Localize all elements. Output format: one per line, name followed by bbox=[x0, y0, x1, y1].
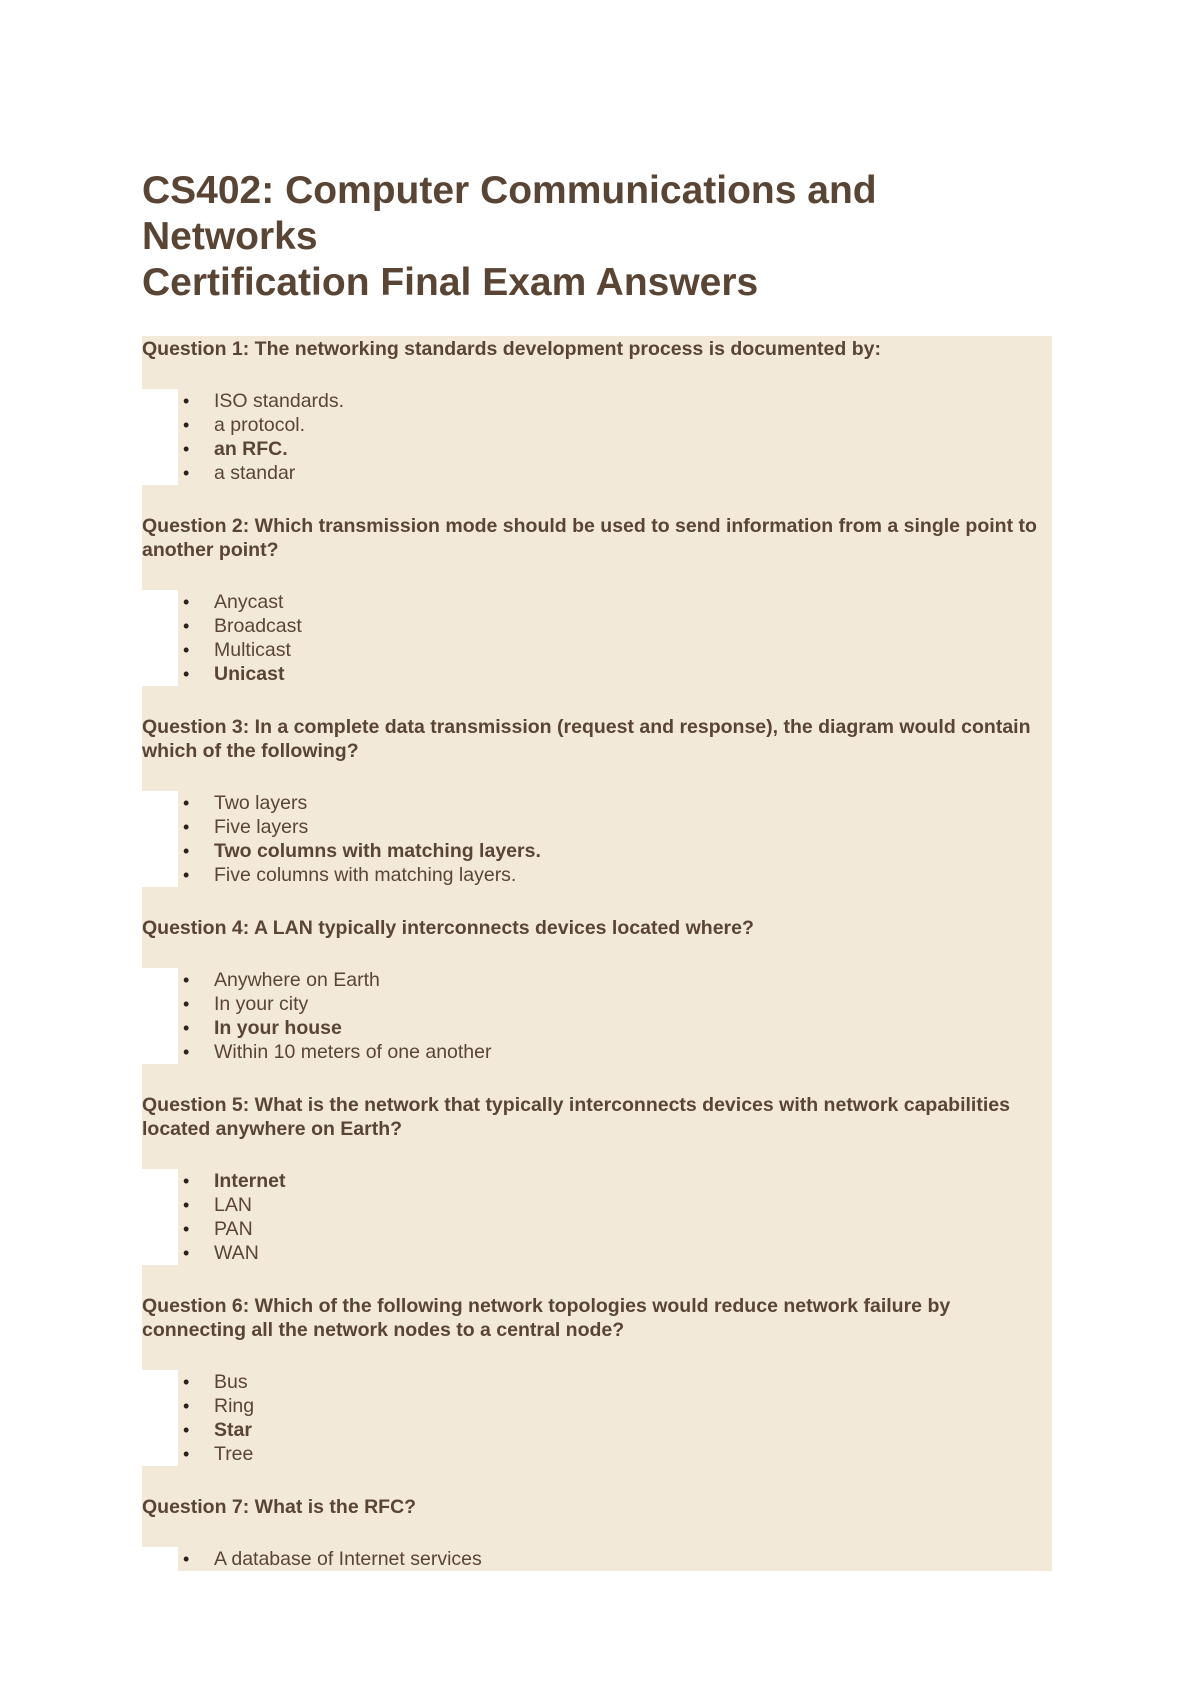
answer-text: Unicast bbox=[214, 663, 285, 685]
document-page bbox=[142, 168, 1052, 1571]
answer-item bbox=[178, 1370, 1052, 1394]
bullet-icon: • bbox=[183, 841, 190, 861]
question-block bbox=[142, 1092, 1052, 1293]
answer-item-correct bbox=[178, 1169, 1052, 1193]
answer-text: an RFC. bbox=[214, 438, 288, 460]
question-spacer bbox=[142, 940, 1052, 968]
answer-list bbox=[178, 968, 1052, 1064]
question-spacer bbox=[142, 763, 1052, 791]
answer-item bbox=[178, 1193, 1052, 1217]
answer-text: In your house bbox=[214, 1017, 342, 1039]
answer-text: Internet bbox=[214, 1170, 286, 1192]
bullet-icon: • bbox=[183, 1372, 190, 1392]
bullet-icon: • bbox=[183, 1444, 190, 1464]
question-block bbox=[142, 513, 1052, 714]
question-text: Question 2: Which transmission mode should be used to send information from a single point to another point? bbox=[142, 513, 1052, 562]
question-text: Question 6: Which of the following network topologies would reduce network failure by connecting all the network nodes to a central node? bbox=[142, 1293, 1052, 1342]
bullet-icon: • bbox=[183, 865, 190, 885]
question-gap bbox=[142, 485, 1052, 513]
question-block bbox=[142, 336, 1052, 513]
bullet-icon: • bbox=[183, 616, 190, 636]
bullet-icon: • bbox=[183, 592, 190, 612]
answer-text: In your city bbox=[214, 993, 309, 1015]
bullet-icon: • bbox=[183, 1171, 190, 1191]
bullet-icon: • bbox=[183, 1018, 190, 1038]
question-gap bbox=[142, 1265, 1052, 1293]
answer-text: ISO standards. bbox=[214, 390, 345, 412]
question-text: Question 3: In a complete data transmission (request and response), the diagram would contain which of the following? bbox=[142, 714, 1052, 763]
answer-item bbox=[178, 992, 1052, 1016]
bullet-icon: • bbox=[183, 415, 190, 435]
question-spacer bbox=[142, 562, 1052, 590]
answer-text: a protocol. bbox=[214, 414, 306, 436]
answer-text: Two columns with matching layers. bbox=[214, 840, 541, 862]
bullet-icon: • bbox=[183, 994, 190, 1014]
question-block bbox=[142, 714, 1052, 915]
question-block bbox=[142, 1494, 1052, 1571]
question-spacer bbox=[142, 1141, 1052, 1169]
bullet-icon: • bbox=[183, 1042, 190, 1062]
answer-text: Ring bbox=[214, 1395, 255, 1417]
question-gap bbox=[142, 1466, 1052, 1494]
bullet-icon: • bbox=[183, 463, 190, 483]
answer-item bbox=[178, 590, 1052, 614]
answer-text: Bus bbox=[214, 1371, 248, 1393]
answer-item bbox=[178, 1040, 1052, 1064]
answer-text: Within 10 meters of one another bbox=[214, 1041, 492, 1063]
question-spacer bbox=[142, 361, 1052, 389]
answer-item bbox=[178, 1241, 1052, 1265]
answer-item bbox=[178, 461, 1052, 485]
answer-text: LAN bbox=[214, 1194, 252, 1216]
answer-item bbox=[178, 1217, 1052, 1241]
answer-text: Five layers bbox=[214, 816, 309, 838]
question-block bbox=[142, 915, 1052, 1092]
question-text: Question 4: A LAN typically interconnects devices located where? bbox=[142, 915, 1052, 940]
answer-item bbox=[178, 1394, 1052, 1418]
answer-text: Star bbox=[214, 1419, 252, 1441]
bullet-icon: • bbox=[183, 817, 190, 837]
answer-text: Multicast bbox=[214, 639, 291, 661]
question-spacer bbox=[142, 1342, 1052, 1370]
page-title bbox=[142, 168, 1052, 306]
answer-list bbox=[178, 1169, 1052, 1265]
question-gap bbox=[142, 1064, 1052, 1092]
bullet-icon: • bbox=[183, 391, 190, 411]
answer-item-correct bbox=[178, 662, 1052, 686]
question-block bbox=[142, 1293, 1052, 1494]
answer-item-correct bbox=[178, 1016, 1052, 1040]
answer-text: WAN bbox=[214, 1242, 259, 1264]
answer-list bbox=[178, 791, 1052, 887]
bullet-icon: • bbox=[183, 1243, 190, 1263]
answer-item bbox=[178, 815, 1052, 839]
answer-item-correct bbox=[178, 437, 1052, 461]
bullet-icon: • bbox=[183, 793, 190, 813]
answer-list bbox=[178, 590, 1052, 686]
title-line-1: CS402: Computer Communications and Networks bbox=[142, 169, 877, 258]
answer-item bbox=[178, 638, 1052, 662]
answer-text: Tree bbox=[214, 1443, 254, 1465]
answer-text: Anywhere on Earth bbox=[214, 969, 380, 991]
answer-item bbox=[178, 863, 1052, 887]
answer-item bbox=[178, 791, 1052, 815]
answer-list bbox=[178, 1370, 1052, 1466]
bullet-icon: • bbox=[183, 1219, 190, 1239]
answer-list bbox=[178, 389, 1052, 485]
answer-text: Five columns with matching layers. bbox=[214, 864, 517, 886]
answer-item bbox=[178, 389, 1052, 413]
answer-item-correct bbox=[178, 839, 1052, 863]
answer-text: Anycast bbox=[214, 591, 284, 613]
answer-text: a standar bbox=[214, 462, 296, 484]
bullet-icon: • bbox=[183, 664, 190, 684]
answer-text: Broadcast bbox=[214, 615, 302, 637]
answer-item bbox=[178, 614, 1052, 638]
question-text: Question 1: The networking standards development process is documented by: bbox=[142, 336, 1052, 361]
answer-item bbox=[178, 968, 1052, 992]
question-text: Question 7: What is the RFC? bbox=[142, 1494, 1052, 1519]
title-line-2: Certification Final Exam Answers bbox=[142, 261, 759, 304]
bullet-icon: • bbox=[183, 1195, 190, 1215]
answer-text: A database of Internet services bbox=[214, 1548, 482, 1570]
answer-list bbox=[178, 1547, 1052, 1571]
bullet-icon: • bbox=[183, 439, 190, 459]
questions-list bbox=[142, 336, 1052, 1571]
question-gap bbox=[142, 686, 1052, 714]
question-text: Question 5: What is the network that typically interconnects devices with network capabilities located anywhere on Earth? bbox=[142, 1092, 1052, 1141]
answer-item bbox=[178, 413, 1052, 437]
bullet-icon: • bbox=[183, 640, 190, 660]
answer-item-correct bbox=[178, 1418, 1052, 1442]
bullet-icon: • bbox=[183, 1420, 190, 1440]
question-spacer bbox=[142, 1519, 1052, 1547]
answer-item bbox=[178, 1442, 1052, 1466]
answer-text: PAN bbox=[214, 1218, 253, 1240]
bullet-icon: • bbox=[183, 1396, 190, 1416]
bullet-icon: • bbox=[183, 970, 190, 990]
bullet-icon: • bbox=[183, 1549, 190, 1569]
question-gap bbox=[142, 887, 1052, 915]
answer-text: Two layers bbox=[214, 792, 308, 814]
answer-item bbox=[178, 1547, 1052, 1571]
